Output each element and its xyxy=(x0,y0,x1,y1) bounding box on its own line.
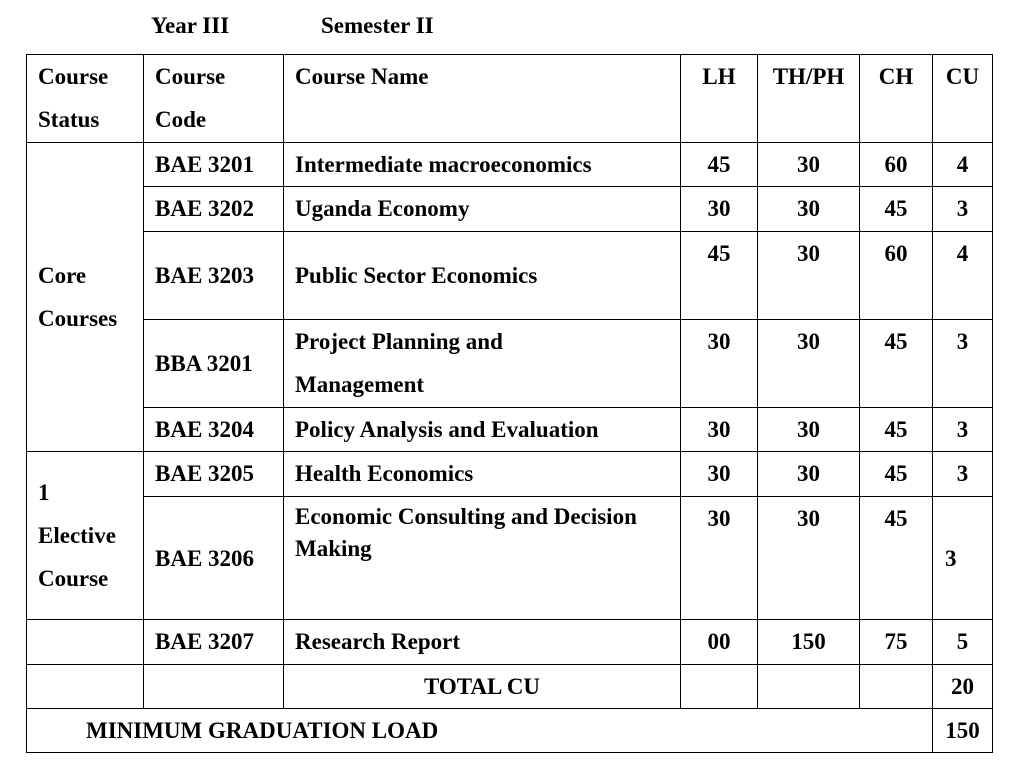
course-name: Health Economics xyxy=(284,452,681,497)
empty-cell xyxy=(860,665,933,709)
course-code: BAE 3201 xyxy=(144,143,284,187)
course-name: Intermediate macroeconomics xyxy=(284,143,681,187)
header-course-status: Course Status xyxy=(27,55,144,143)
course-cu: 3 xyxy=(933,187,993,232)
course-ch: 45 xyxy=(860,187,933,232)
table-row xyxy=(27,232,993,320)
table-row xyxy=(27,497,993,620)
table-row xyxy=(27,620,993,665)
course-lh: 30 xyxy=(681,408,758,452)
total-cu-label: TOTAL CU xyxy=(284,665,681,709)
header-course-code: Course Code xyxy=(144,55,284,143)
header-course-name: Course Name xyxy=(284,55,681,143)
course-ch: 60 xyxy=(860,232,933,320)
course-ch: 45 xyxy=(860,320,933,408)
course-code: BAE 3206 xyxy=(144,497,284,620)
empty-cell xyxy=(144,665,284,709)
course-thph: 30 xyxy=(758,232,860,320)
course-code: BAE 3202 xyxy=(144,187,284,232)
course-name: Policy Analysis and Evaluation xyxy=(284,408,681,452)
course-name: Economic Consulting and Decision Making xyxy=(284,497,681,620)
header-lh: LH xyxy=(681,55,758,143)
course-cu: 5 xyxy=(933,620,993,665)
course-ch: 45 xyxy=(860,452,933,497)
course-lh: 00 xyxy=(681,620,758,665)
course-thph: 30 xyxy=(758,452,860,497)
course-name: Project Planning and Management xyxy=(284,320,681,408)
course-thph: 30 xyxy=(758,143,860,187)
course-code: BAE 3204 xyxy=(144,408,284,452)
table-row xyxy=(27,143,993,187)
course-thph: 30 xyxy=(758,408,860,452)
course-cu: 3 xyxy=(933,452,993,497)
table-row xyxy=(27,452,993,497)
course-lh: 30 xyxy=(681,497,758,620)
course-ch: 75 xyxy=(860,620,933,665)
course-code: BAE 3203 xyxy=(144,232,284,320)
empty-cell xyxy=(758,665,860,709)
minimum-graduation-load-label: MINIMUM GRADUATION LOAD xyxy=(27,709,933,753)
semester-label: Semester II xyxy=(321,13,434,38)
course-code: BBA 3201 xyxy=(144,320,284,408)
course-thph: 150 xyxy=(758,620,860,665)
course-ch: 60 xyxy=(860,143,933,187)
course-cu: 4 xyxy=(933,232,993,320)
minimum-graduation-load-value: 150 xyxy=(933,709,993,753)
minimum-load-row xyxy=(27,709,993,753)
course-lh: 45 xyxy=(681,232,758,320)
course-lh: 30 xyxy=(681,320,758,408)
course-ch: 45 xyxy=(860,497,933,620)
empty-cell xyxy=(681,665,758,709)
table-row xyxy=(27,320,993,408)
course-name: Research Report xyxy=(284,620,681,665)
total-cu-value: 20 xyxy=(933,665,993,709)
course-code: BAE 3205 xyxy=(144,452,284,497)
course-cu: 3 xyxy=(933,497,993,620)
course-name: Public Sector Economics xyxy=(284,232,681,320)
header-cu: CU xyxy=(933,55,993,143)
course-lh: 30 xyxy=(681,452,758,497)
table-header-row xyxy=(27,55,993,143)
course-lh: 45 xyxy=(681,143,758,187)
course-thph: 30 xyxy=(758,187,860,232)
course-cu: 4 xyxy=(933,143,993,187)
header-ch: CH xyxy=(860,55,933,143)
year-label: Year III xyxy=(151,13,230,38)
table-row xyxy=(27,408,993,452)
course-cu: 3 xyxy=(933,320,993,408)
empty-status-cell xyxy=(27,620,144,665)
empty-cell xyxy=(27,665,144,709)
course-code: BAE 3207 xyxy=(144,620,284,665)
course-cu: 3 xyxy=(933,408,993,452)
course-thph: 30 xyxy=(758,320,860,408)
table-row xyxy=(27,187,993,232)
course-lh: 30 xyxy=(681,187,758,232)
course-name: Uganda Economy xyxy=(284,187,681,232)
header-thph: TH/PH xyxy=(758,55,860,143)
group-elective-course: 1 Elective Course xyxy=(27,452,144,620)
total-row xyxy=(27,665,993,709)
course-ch: 45 xyxy=(860,408,933,452)
course-thph: 30 xyxy=(758,497,860,620)
group-core-courses: Core Courses xyxy=(27,143,144,452)
course-table xyxy=(26,54,993,753)
